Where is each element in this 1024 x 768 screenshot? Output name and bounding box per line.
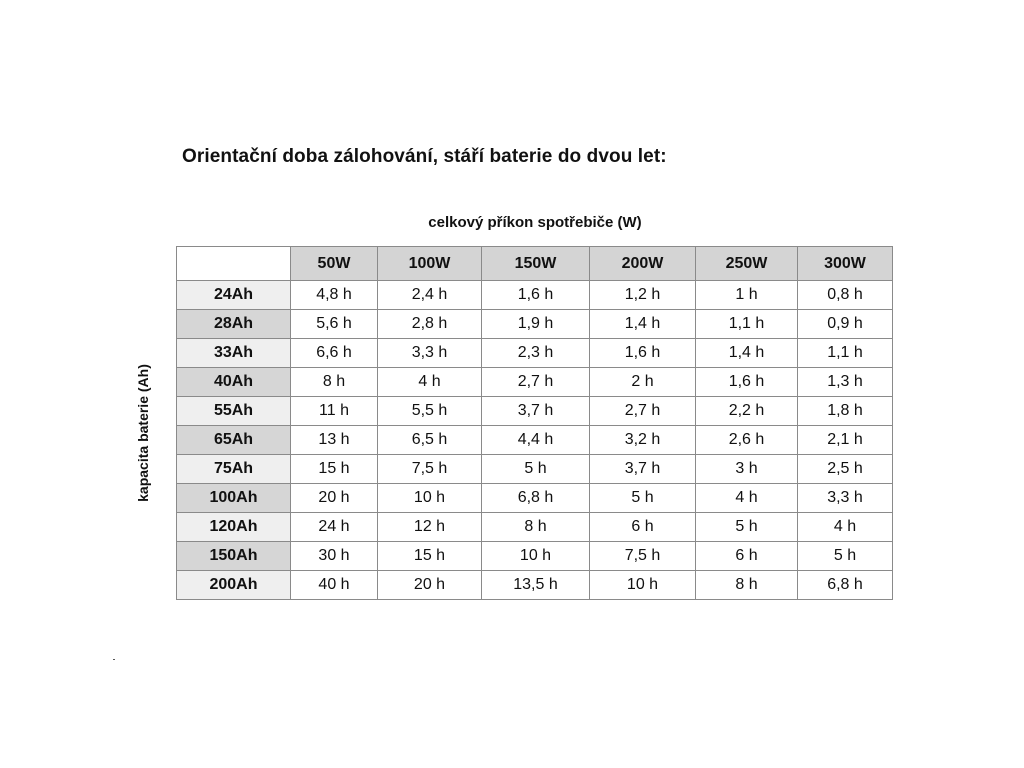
table-cell: 2,6 h: [696, 426, 798, 455]
table-cell: 10 h: [378, 484, 482, 513]
table-cell: 7,5 h: [378, 455, 482, 484]
table-cell: 1 h: [696, 281, 798, 310]
table-cell: 6,5 h: [378, 426, 482, 455]
table-cell: 0,8 h: [798, 281, 893, 310]
table-cell: 5,5 h: [378, 397, 482, 426]
table-row: [177, 426, 893, 455]
row-header: 200Ah: [177, 571, 291, 600]
table-cell: 1,6 h: [482, 281, 590, 310]
table-cell: 10 h: [482, 542, 590, 571]
row-header: 40Ah: [177, 368, 291, 397]
table-cell: 2,3 h: [482, 339, 590, 368]
table-cell: 13 h: [291, 426, 378, 455]
table-cell: 2,8 h: [378, 310, 482, 339]
table-cell: 3,7 h: [482, 397, 590, 426]
table-cell: 3,3 h: [378, 339, 482, 368]
table-cell: 4,8 h: [291, 281, 378, 310]
table-cell: 6 h: [696, 542, 798, 571]
row-header: 100Ah: [177, 484, 291, 513]
table-row: [177, 281, 893, 310]
table-cell: 1,1 h: [798, 339, 893, 368]
table-cell: 2,1 h: [798, 426, 893, 455]
row-axis-caption: kapacita baterie (Ah): [135, 364, 151, 502]
row-header: 55Ah: [177, 397, 291, 426]
table-cell: 20 h: [378, 571, 482, 600]
table-cell: 8 h: [291, 368, 378, 397]
backup-time-table: [176, 246, 893, 600]
table-cell: 1,6 h: [696, 368, 798, 397]
table-row: [177, 368, 893, 397]
row-header: 33Ah: [177, 339, 291, 368]
table-corner-cell: [177, 247, 291, 281]
table-cell: 8 h: [482, 513, 590, 542]
table-cell: 5 h: [798, 542, 893, 571]
table-cell: 10 h: [590, 571, 696, 600]
table-cell: 6,6 h: [291, 339, 378, 368]
table-cell: 3,3 h: [798, 484, 893, 513]
table-cell: 0,9 h: [798, 310, 893, 339]
table-row: [177, 571, 893, 600]
page-title: Orientační doba zálohování, stáří baterie do dvou let:: [182, 146, 667, 167]
row-header: 120Ah: [177, 513, 291, 542]
row-header: 24Ah: [177, 281, 291, 310]
table-row: [177, 455, 893, 484]
table-cell: 4 h: [798, 513, 893, 542]
table-cell: 6 h: [590, 513, 696, 542]
table-cell: 2,7 h: [482, 368, 590, 397]
table-cell: 6,8 h: [798, 571, 893, 600]
table-header-row: [177, 247, 893, 281]
table-cell: 7,5 h: [590, 542, 696, 571]
table-cell: 30 h: [291, 542, 378, 571]
table-cell: 1,3 h: [798, 368, 893, 397]
table-cell: 1,9 h: [482, 310, 590, 339]
table-row: [177, 310, 893, 339]
table-cell: 2,7 h: [590, 397, 696, 426]
table-cell: 3,2 h: [590, 426, 696, 455]
table-cell: 40 h: [291, 571, 378, 600]
table-cell: 12 h: [378, 513, 482, 542]
table-cell: 1,2 h: [590, 281, 696, 310]
table-cell: 5,6 h: [291, 310, 378, 339]
table-cell: 2,4 h: [378, 281, 482, 310]
stray-mark: [113, 659, 115, 660]
table-cell: 1,1 h: [696, 310, 798, 339]
table-cell: 5 h: [482, 455, 590, 484]
table-cell: 4,4 h: [482, 426, 590, 455]
table-cell: 24 h: [291, 513, 378, 542]
table-cell: 15 h: [378, 542, 482, 571]
row-header: 65Ah: [177, 426, 291, 455]
table-row: [177, 484, 893, 513]
column-header: 200W: [590, 247, 696, 281]
table-cell: 2,5 h: [798, 455, 893, 484]
table-cell: 13,5 h: [482, 571, 590, 600]
table-cell: 6,8 h: [482, 484, 590, 513]
table-cell: 11 h: [291, 397, 378, 426]
column-axis-caption: celkový příkon spotřebiče (W): [428, 214, 642, 231]
table-row: [177, 397, 893, 426]
table-cell: 5 h: [696, 513, 798, 542]
table-cell: 15 h: [291, 455, 378, 484]
table-cell: 1,8 h: [798, 397, 893, 426]
column-header: 150W: [482, 247, 590, 281]
table-row: [177, 542, 893, 571]
row-header: 75Ah: [177, 455, 291, 484]
table-cell: 20 h: [291, 484, 378, 513]
column-header: 300W: [798, 247, 893, 281]
table-cell: 8 h: [696, 571, 798, 600]
column-header: 250W: [696, 247, 798, 281]
table-row: [177, 513, 893, 542]
table-cell: 4 h: [696, 484, 798, 513]
table-cell: 4 h: [378, 368, 482, 397]
table-cell: 2,2 h: [696, 397, 798, 426]
table-cell: 3 h: [696, 455, 798, 484]
column-header: 100W: [378, 247, 482, 281]
table-cell: 5 h: [590, 484, 696, 513]
table-cell: 3,7 h: [590, 455, 696, 484]
row-header: 150Ah: [177, 542, 291, 571]
table-cell: 1,4 h: [696, 339, 798, 368]
table-cell: 2 h: [590, 368, 696, 397]
table-cell: 1,6 h: [590, 339, 696, 368]
table-cell: 1,4 h: [590, 310, 696, 339]
row-header: 28Ah: [177, 310, 291, 339]
table-row: [177, 339, 893, 368]
column-header: 50W: [291, 247, 378, 281]
